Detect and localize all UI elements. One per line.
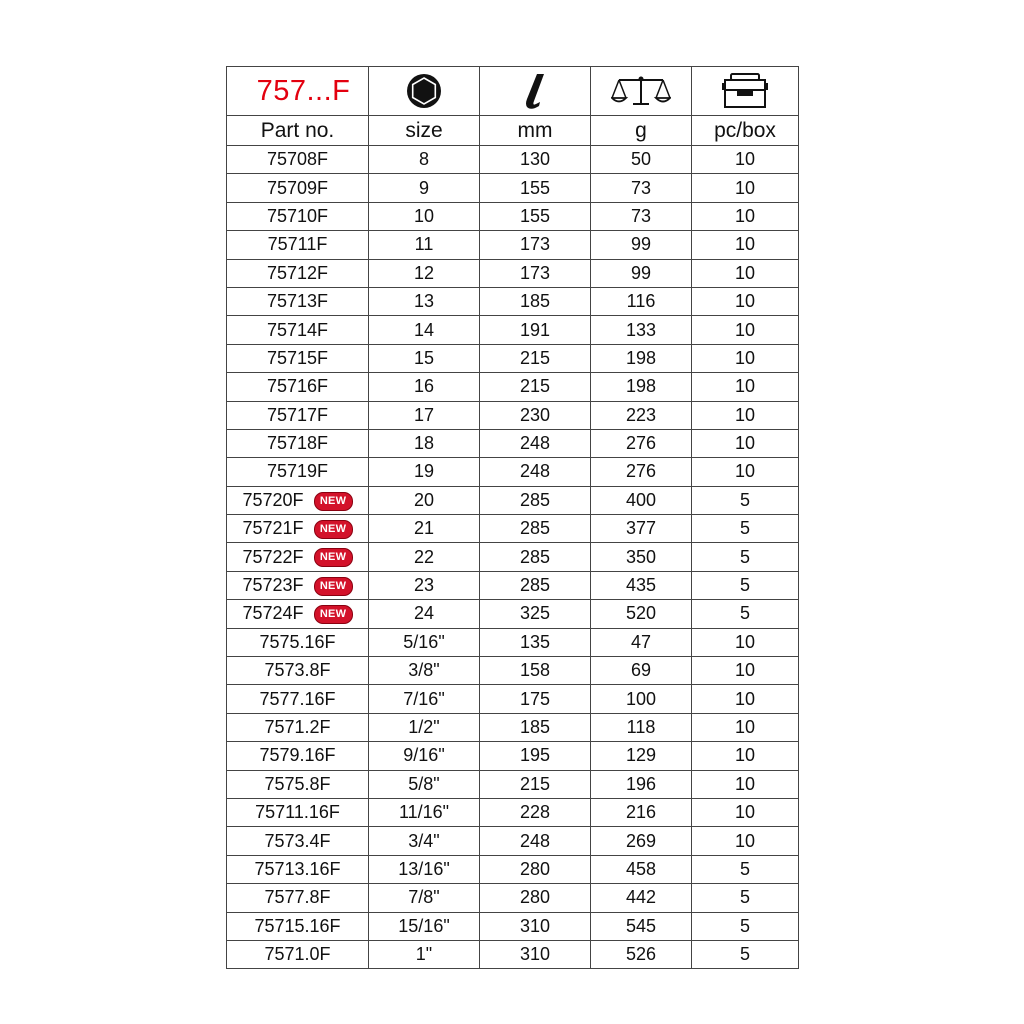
size-cell: 10 — [369, 202, 480, 230]
icon-header-row — [227, 67, 799, 116]
length-cell: 130 — [480, 146, 591, 174]
part-number: 7571.2F — [264, 717, 331, 737]
pc-per-box-cell: 5 — [692, 884, 799, 912]
part-number-cell — [227, 827, 369, 855]
part-number: 75713.16F — [254, 858, 341, 879]
new-badge: NEW — [314, 605, 353, 624]
size-cell: 13/16" — [369, 855, 480, 883]
header-pc-per-box: pc/box — [692, 116, 799, 146]
part-number: 7575.8F — [264, 773, 331, 794]
part-number-cell — [227, 798, 369, 826]
weight-cell: 196 — [591, 770, 692, 798]
pc-per-box-cell: 10 — [692, 770, 799, 798]
part-number-cell — [227, 486, 369, 514]
table-row — [227, 429, 799, 457]
weight-cell: 377 — [591, 515, 692, 543]
table-row — [227, 287, 799, 315]
weight-cell: 442 — [591, 884, 692, 912]
part-number-cell — [227, 146, 369, 174]
size-cell: 22 — [369, 543, 480, 571]
part-number: 7577.8F — [264, 887, 331, 908]
column-label-row — [227, 116, 799, 146]
length-cell: 325 — [480, 600, 591, 628]
part-number-cell — [227, 940, 369, 968]
weight-cell: 276 — [591, 429, 692, 457]
weight-cell: 269 — [591, 827, 692, 855]
pc-per-box-cell: 5 — [692, 912, 799, 940]
table-row — [227, 231, 799, 259]
size-cell: 21 — [369, 515, 480, 543]
size-cell: 13 — [369, 287, 480, 315]
weight-cell: 69 — [591, 657, 692, 685]
size-cell: 3/8" — [369, 657, 480, 685]
table-row — [227, 515, 799, 543]
table-row — [227, 202, 799, 230]
part-number-cell — [227, 259, 369, 287]
length-cell: 191 — [480, 316, 591, 344]
box-icon — [692, 67, 799, 116]
weight-cell: 73 — [591, 174, 692, 202]
length-cell: 215 — [480, 344, 591, 372]
part-number: 7577.16F — [259, 688, 336, 709]
hexagon-socket-icon — [369, 67, 480, 116]
part-number: 75711F — [267, 234, 328, 255]
pc-per-box-cell: 10 — [692, 657, 799, 685]
part-number: 75720F — [242, 489, 304, 510]
length-cell: 230 — [480, 401, 591, 429]
part-number-cell — [227, 429, 369, 457]
length-cell: 158 — [480, 657, 591, 685]
table-row — [227, 685, 799, 713]
pc-per-box-cell: 10 — [692, 259, 799, 287]
part-number-cell — [227, 884, 369, 912]
table-row — [227, 628, 799, 656]
table-row — [227, 855, 799, 883]
length-cell: 280 — [480, 855, 591, 883]
new-badge: NEW — [314, 577, 353, 596]
size-cell: 11/16" — [369, 798, 480, 826]
pc-per-box-cell: 10 — [692, 429, 799, 457]
size-cell: 9 — [369, 174, 480, 202]
part-number: 75711.16F — [255, 802, 340, 823]
series-title: 757...F — [227, 67, 369, 116]
part-number-cell — [227, 742, 369, 770]
weight-cell: 223 — [591, 401, 692, 429]
length-cell: 215 — [480, 770, 591, 798]
part-number: 75723F — [242, 575, 304, 596]
table-row — [227, 458, 799, 486]
pc-per-box-cell: 10 — [692, 798, 799, 826]
size-cell: 7/16" — [369, 685, 480, 713]
part-number-cell — [227, 571, 369, 599]
table-row — [227, 742, 799, 770]
pc-per-box-cell: 10 — [692, 202, 799, 230]
length-cell: 155 — [480, 174, 591, 202]
length-cell: 173 — [480, 231, 591, 259]
weight-cell: 400 — [591, 486, 692, 514]
length-cell: 285 — [480, 515, 591, 543]
length-cell: 285 — [480, 543, 591, 571]
size-cell: 18 — [369, 429, 480, 457]
header-size: size — [369, 116, 480, 146]
weight-cell: 47 — [591, 628, 692, 656]
table-row — [227, 543, 799, 571]
size-cell: 7/8" — [369, 884, 480, 912]
size-cell: 12 — [369, 259, 480, 287]
table-row — [227, 373, 799, 401]
pc-per-box-cell: 10 — [692, 146, 799, 174]
size-cell: 17 — [369, 401, 480, 429]
weight-cell: 116 — [591, 287, 692, 315]
weight-scale-icon — [591, 67, 692, 116]
pc-per-box-cell: 10 — [692, 713, 799, 741]
table-row — [227, 259, 799, 287]
size-cell: 9/16" — [369, 742, 480, 770]
part-number: 7579.16F — [259, 745, 336, 766]
size-cell: 8 — [369, 146, 480, 174]
part-number: 75721F — [242, 518, 304, 539]
weight-cell: 198 — [591, 373, 692, 401]
weight-cell: 133 — [591, 316, 692, 344]
length-cell: 248 — [480, 429, 591, 457]
new-badge: NEW — [314, 520, 353, 539]
part-number-cell — [227, 855, 369, 883]
weight-cell: 73 — [591, 202, 692, 230]
size-cell: 5/16" — [369, 628, 480, 656]
pc-per-box-cell: 10 — [692, 401, 799, 429]
pc-per-box-cell: 5 — [692, 855, 799, 883]
part-number-cell — [227, 231, 369, 259]
part-number: 75708F — [266, 149, 329, 170]
pc-per-box-cell: 10 — [692, 231, 799, 259]
length-cell: 228 — [480, 798, 591, 826]
table-row — [227, 827, 799, 855]
table-row — [227, 600, 799, 628]
part-number: 75709F — [266, 177, 329, 198]
length-cell: 135 — [480, 628, 591, 656]
pc-per-box-cell: 10 — [692, 373, 799, 401]
weight-cell: 118 — [591, 713, 692, 741]
table-row — [227, 912, 799, 940]
table-row — [227, 798, 799, 826]
length-cell: 248 — [480, 827, 591, 855]
length-cell: 155 — [480, 202, 591, 230]
table-row — [227, 940, 799, 968]
part-number: 7575.16F — [259, 631, 336, 652]
weight-cell: 545 — [591, 912, 692, 940]
part-number-cell — [227, 373, 369, 401]
pc-per-box-cell: 5 — [692, 486, 799, 514]
part-number-cell — [227, 344, 369, 372]
table-row — [227, 713, 799, 741]
part-number-cell — [227, 401, 369, 429]
length-cell: 310 — [480, 912, 591, 940]
part-number: 75710F — [266, 205, 329, 226]
table-row — [227, 174, 799, 202]
length-cell: 280 — [480, 884, 591, 912]
length-cell: 285 — [480, 486, 591, 514]
length-icon — [480, 67, 591, 116]
part-number-cell — [227, 628, 369, 656]
length-cell: 248 — [480, 458, 591, 486]
pc-per-box-cell: 5 — [692, 571, 799, 599]
part-number-cell — [227, 912, 369, 940]
spec-table — [226, 66, 799, 969]
pc-per-box-cell: 10 — [692, 316, 799, 344]
pc-per-box-cell: 10 — [692, 742, 799, 770]
part-number: 7571.0F — [264, 944, 331, 965]
table-row — [227, 770, 799, 798]
length-cell: 310 — [480, 940, 591, 968]
pc-per-box-cell: 10 — [692, 344, 799, 372]
weight-cell: 526 — [591, 940, 692, 968]
weight-cell: 435 — [591, 571, 692, 599]
length-cell: 175 — [480, 685, 591, 713]
size-cell: 5/8" — [369, 770, 480, 798]
new-badge: NEW — [314, 548, 353, 567]
part-number-cell — [227, 174, 369, 202]
weight-cell: 129 — [591, 742, 692, 770]
part-number-cell — [227, 515, 369, 543]
weight-cell: 350 — [591, 543, 692, 571]
weight-cell: 520 — [591, 600, 692, 628]
weight-cell: 458 — [591, 855, 692, 883]
size-cell: 15/16" — [369, 912, 480, 940]
part-number: 75714F — [266, 319, 329, 340]
part-number-cell — [227, 685, 369, 713]
size-cell: 1" — [369, 940, 480, 968]
size-cell: 16 — [369, 373, 480, 401]
part-number-cell — [227, 316, 369, 344]
size-cell: 15 — [369, 344, 480, 372]
part-number-cell — [227, 543, 369, 571]
part-number-cell — [227, 202, 369, 230]
pc-per-box-cell: 10 — [692, 287, 799, 315]
length-cell: 285 — [480, 571, 591, 599]
pc-per-box-cell: 10 — [692, 458, 799, 486]
part-number: 75715.16F — [254, 915, 341, 936]
new-badge: NEW — [314, 492, 353, 511]
part-number: 75713F — [266, 291, 329, 312]
table-row — [227, 486, 799, 514]
part-number: 75715F — [266, 347, 329, 368]
pc-per-box-cell: 5 — [692, 515, 799, 543]
weight-cell: 50 — [591, 146, 692, 174]
pc-per-box-cell: 5 — [692, 600, 799, 628]
weight-cell: 99 — [591, 231, 692, 259]
size-cell: 23 — [369, 571, 480, 599]
part-number: 75718F — [266, 433, 329, 454]
weight-cell: 276 — [591, 458, 692, 486]
weight-cell: 100 — [591, 685, 692, 713]
table-row — [227, 657, 799, 685]
pc-per-box-cell: 10 — [692, 174, 799, 202]
part-number: 75722F — [242, 546, 304, 567]
size-cell: 1/2" — [369, 713, 480, 741]
table-row — [227, 571, 799, 599]
length-cell: 185 — [480, 713, 591, 741]
part-number: 75724F — [242, 603, 304, 624]
length-cell: 173 — [480, 259, 591, 287]
length-cell: 195 — [480, 742, 591, 770]
weight-cell: 216 — [591, 798, 692, 826]
size-cell: 14 — [369, 316, 480, 344]
part-number: 75719F — [266, 461, 329, 482]
length-cell: 185 — [480, 287, 591, 315]
size-cell: 24 — [369, 600, 480, 628]
header-length-mm: mm — [480, 116, 591, 146]
table-row — [227, 884, 799, 912]
part-number: 75717F — [266, 404, 329, 425]
table-row — [227, 316, 799, 344]
pc-per-box-cell: 5 — [692, 940, 799, 968]
size-cell: 3/4" — [369, 827, 480, 855]
pc-per-box-cell: 10 — [692, 685, 799, 713]
table-row — [227, 146, 799, 174]
table-row — [227, 401, 799, 429]
pc-per-box-cell: 10 — [692, 827, 799, 855]
weight-cell: 99 — [591, 259, 692, 287]
pc-per-box-cell: 5 — [692, 543, 799, 571]
pc-per-box-cell: 10 — [692, 628, 799, 656]
part-number: 7573.8F — [264, 660, 331, 681]
part-number-cell — [227, 713, 369, 741]
part-number-cell — [227, 458, 369, 486]
header-weight-g: g — [591, 116, 692, 146]
part-number-cell — [227, 600, 369, 628]
size-cell: 11 — [369, 231, 480, 259]
part-number-cell — [227, 770, 369, 798]
part-number: 75712F — [266, 262, 329, 283]
part-number-cell — [227, 287, 369, 315]
part-number: 75716F — [266, 376, 329, 397]
part-number-cell — [227, 657, 369, 685]
weight-cell: 198 — [591, 344, 692, 372]
header-part-no: Part no. — [227, 116, 369, 146]
length-cell: 215 — [480, 373, 591, 401]
part-number: 7573.4F — [264, 830, 331, 851]
size-cell: 19 — [369, 458, 480, 486]
size-cell: 20 — [369, 486, 480, 514]
table-row — [227, 344, 799, 372]
